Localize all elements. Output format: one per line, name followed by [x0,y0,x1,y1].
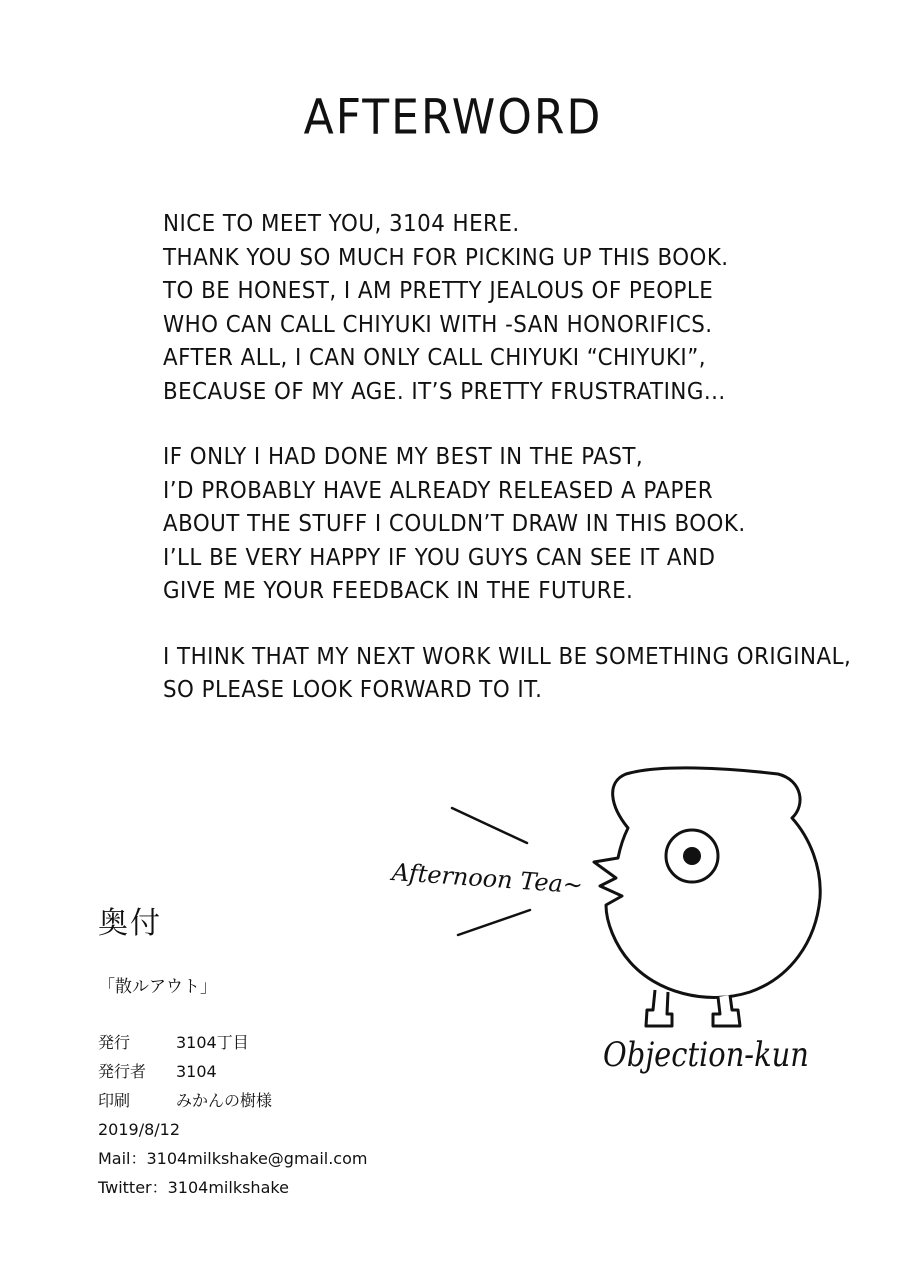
text-line: I’D PROBABLY HAVE ALREADY RELEASED A PAPER [163,477,714,504]
book-title: 「散ルアウト」 [98,977,217,997]
colophon [98,898,498,1202]
text-line: THANK YOU SO MUCH FOR PICKING UP THIS BOOK. [163,244,729,271]
text-line: I THINK THAT MY NEXT WORK WILL BE SOMETHING ORIGINAL, [163,643,852,670]
colophon-heading: 奥付 [98,906,162,941]
colophon-value: 3104 [176,1062,217,1081]
colophon-details [98,1028,498,1202]
speech-line-top [452,808,527,843]
mail-contact: Mail：3104milkshake@gmail.com [98,1149,368,1168]
colophon-row [98,1028,498,1057]
text-line: GIVE ME YOUR FEEDBACK IN THE FUTURE. [163,578,634,604]
colophon-key: 印刷 [98,1091,131,1110]
publication-date: 2019/8/12 [98,1120,181,1139]
left-leg [646,990,672,1026]
eye-pupil [683,847,701,865]
text-line: BECAUSE OF MY AGE. IT’S PRETTY FRUSTRATING... [163,378,726,405]
text-line: SO PLEASE LOOK FORWARD TO IT. [163,677,543,703]
text-line: IF ONLY I HAD DONE MY BEST IN THE PAST, [163,444,644,470]
speech-text: Afternoon Tea~ [391,858,584,900]
text-line: WHO CAN CALL CHIYUKI WITH -SAN HONORIFICS. [163,311,713,338]
text-line: I’LL BE VERY HAPPY IF YOU GUYS CAN SEE IT AND [163,544,716,571]
text-line: NICE TO MEET YOU, 3104 HERE. [163,211,520,237]
colophon-row [98,1057,498,1086]
text-line: TO BE HONEST, I AM PRETTY JEALOUS OF PEOPLE [163,278,714,304]
character-body [594,768,820,998]
colophon-key: 発行者 [98,1062,147,1081]
twitter-contact: Twitter：3104milkshake [98,1178,289,1197]
colophon-row [98,1086,498,1115]
character-name: Objection-kun [603,1035,809,1075]
right-leg [713,995,740,1026]
text-line: AFTER ALL, I CAN ONLY CALL CHIYUKI “CHIYUKI”, [163,345,707,371]
colophon-value: 3104丁目 [176,1033,249,1052]
colophon-value: みかんの樹様 [176,1091,273,1110]
colophon-key: 発行 [98,1033,131,1052]
text-line: ABOUT THE STUFF I COULDN’T DRAW IN THIS BOOK. [163,511,746,537]
page-title: AFTERWORD [303,89,603,146]
